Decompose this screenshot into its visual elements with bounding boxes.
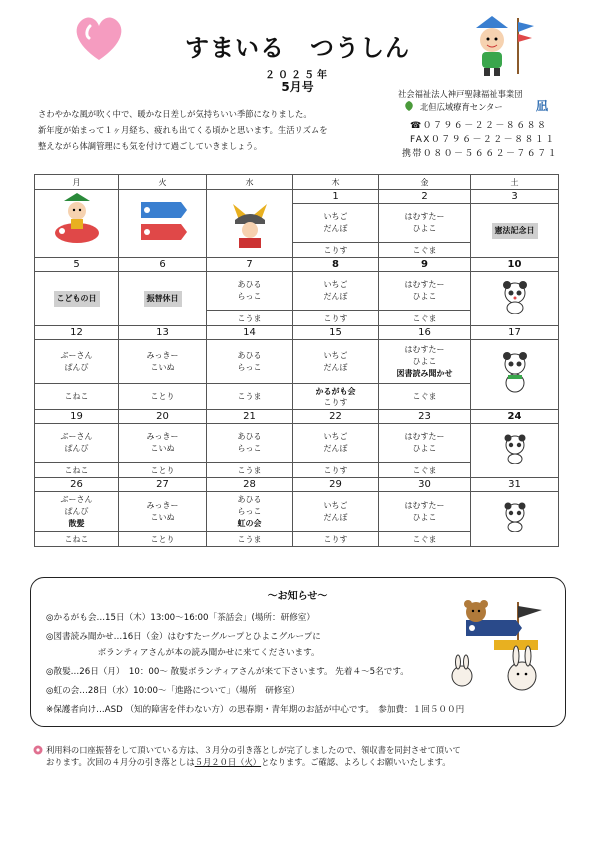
day-mon: 月 [35,175,119,190]
date-12: 12 [35,326,119,340]
date-31: 31 [471,478,559,492]
billing-line-2 [40,756,560,768]
date-3: 3 [471,190,559,204]
billing-line-2c: となります。ご確認、よろしくお願いいたします。 [261,757,451,767]
holiday-substitute: 振替休日 [144,291,182,307]
date-21: 21 [207,410,293,424]
boy-carp-icon [35,190,119,258]
groups-23: はむすたー ひよこ [379,424,471,463]
calendar [34,174,559,547]
leaf-icon [403,100,415,112]
lower-13: ことり [119,384,207,410]
lower-8: こりす [293,311,379,326]
groups-26: ぶーさん ぱんび [60,494,93,516]
intro-line-2: 新年度が始まって１ヶ月経ち、疲れも出てくる頃かと思います。生活リズムを [38,125,328,135]
groups-28: あひる らっこ [237,494,262,516]
date-29: 29 [293,478,379,492]
event-niji: 虹の会 [237,518,262,528]
groups-13: みっきー こいぬ [119,340,207,384]
groups-30: はむすたー ひよこ [379,492,471,532]
panda-icon [471,492,559,547]
center-logo: 凪 [536,99,549,113]
date-28: 28 [207,478,293,492]
lower-27: ことり [119,532,207,547]
newsletter-title: すまいる つうしん [185,34,410,62]
lower-26: こねこ [35,532,119,547]
panda-icon [471,340,559,410]
lower-29: こりす [293,532,379,547]
date-30: 30 [379,478,471,492]
event-haircut: 散髪 [68,518,85,528]
date-24: 24 [471,410,559,424]
center-name: 北但広域療育センター [420,102,503,112]
notice-item-karugamo: ◎かるがも会…15日（木）13:00～16:00「茶話会」(場所：研修室） [46,613,315,623]
date-20: 20 [119,410,207,424]
groups-29: いちご だんぼ [293,492,379,532]
event-reading: 図書読み聞かせ [396,368,453,378]
date-27: 27 [119,478,207,492]
holiday-constitution-day: 憲法記念日 [492,223,538,239]
lower-9: こぐま [379,311,471,326]
lower-14: こうま [207,384,293,410]
date-15: 15 [293,326,379,340]
day-sat: 土 [471,175,559,190]
samurai-helmet-icon [207,190,293,258]
groups-27: みっきー こいぬ [119,492,207,532]
day-fri: 金 [379,175,471,190]
panda-icon [471,424,559,478]
date-2: 2 [379,190,471,204]
groups-21: あひる らっこ [207,424,293,463]
lower-12: こねこ [35,384,119,410]
groups-9: はむすたー ひよこ [379,272,471,311]
intro-line-3: 整えながら体調管理にも気を付けて過ごしていきましょう。 [38,141,263,151]
date-23: 23 [379,410,471,424]
notice-item-haircut: ◎散髪…26日（月） 10：00～ 散髪ボランティアさんが来て下さいます。 先着４～5名です。 [46,667,409,677]
lower-28: こうま [207,532,293,547]
date-5: 5 [35,258,119,272]
date-7: 7 [207,258,293,272]
groups-7: あひる らっこ [207,272,293,311]
billing-line-2a: おります。次回の４月分の引き落としは [46,757,195,767]
groups-14: あひる らっこ [207,340,293,384]
date-16: 16 [379,326,471,340]
groups-2: はむすたー ひよこ [379,204,471,243]
lower-20: ことり [119,463,207,478]
date-19: 19 [35,410,119,424]
lower-30: こぐま [379,532,471,547]
groups-20: みっきー こいぬ [119,424,207,463]
day-thu: 木 [293,175,379,190]
bear-rabbit-carp-icon [446,598,546,694]
notice-item-reading: ◎図書読み聞かせ…16日（金）はむすたーグループとひよこグループに [46,632,321,642]
notice-item-niji: ◎虹の会…28日（水）10:00～「進路について」（場所 研修室） [46,686,300,696]
groups-15: いちご だんぼ [293,340,379,384]
day-wed: 水 [207,175,293,190]
lower-2: こぐま [379,243,471,258]
date-9: 9 [379,258,471,272]
notice-title: ～お知らせ～ [267,591,328,602]
fax: FAX０７９６－２２－８８１１ [410,135,556,145]
lower-15: こりす [323,397,348,407]
date-17: 17 [471,326,559,340]
date-10: 10 [471,258,559,272]
date-6: 6 [119,258,207,272]
holiday-childrens-day: こどもの日 [54,291,100,307]
day-tue: 火 [119,175,207,190]
org-name: 社会福祉法人神戸聖隷福祉事業団 [398,89,523,99]
date-1: 1 [293,190,379,204]
date-8: 8 [293,258,379,272]
lower-22: こりす [293,463,379,478]
groups-8: いちご だんぼ [293,272,379,311]
groups-1: いちご だんぼ [293,204,379,243]
notice-item-reading-cont: ボランティアさんが本の読み聞かせに来てくださいます。 [46,648,320,658]
groups-12: ぶーさん ぱんび [35,340,119,384]
lower-1: こりす [293,243,379,258]
date-14: 14 [207,326,293,340]
date-22: 22 [293,410,379,424]
billing-date: ５月２０日（火） [194,757,262,767]
lower-7: こうま [207,311,293,326]
mobile: 携帯０８０－５６６２－７６７１ [402,149,559,159]
date-13: 13 [119,326,207,340]
newsletter-issue: 5月号 [281,80,314,94]
date-26: 26 [35,478,119,492]
newsletter-year: ２０２５年 [265,70,330,81]
notice-item-parents: ※保護者向け…ASD （知的障害を伴わない方）の思春期・青年期のお話が中心です。 参加費：１回５００円 [46,705,465,715]
groups-16: はむすたー ひよこ [404,344,445,366]
tel: ☎０７９６－２２－８６８８ [410,121,548,131]
carp-streamer-icon [119,190,207,258]
intro-line-1: さわやかな風が吹く中で、暖かな日差しが気持ちいい季節になりました。 [38,109,312,119]
billing-line-1: 利用料の口座振替をして頂いている方は、３月分の引き落としが完了しましたので、領収書を同封させて頂いて [46,745,461,755]
panda-icon [471,272,559,326]
groups-22: いちご だんぼ [293,424,379,463]
lower-16: こぐま [379,384,471,410]
lower-19: こねこ [35,463,119,478]
lower-23: こぐま [379,463,471,478]
billing-notice [40,744,560,768]
event-karugamo: かるがも会 [315,386,356,396]
groups-19: ぶーさん ぱんび [35,424,119,463]
lower-21: こうま [207,463,293,478]
